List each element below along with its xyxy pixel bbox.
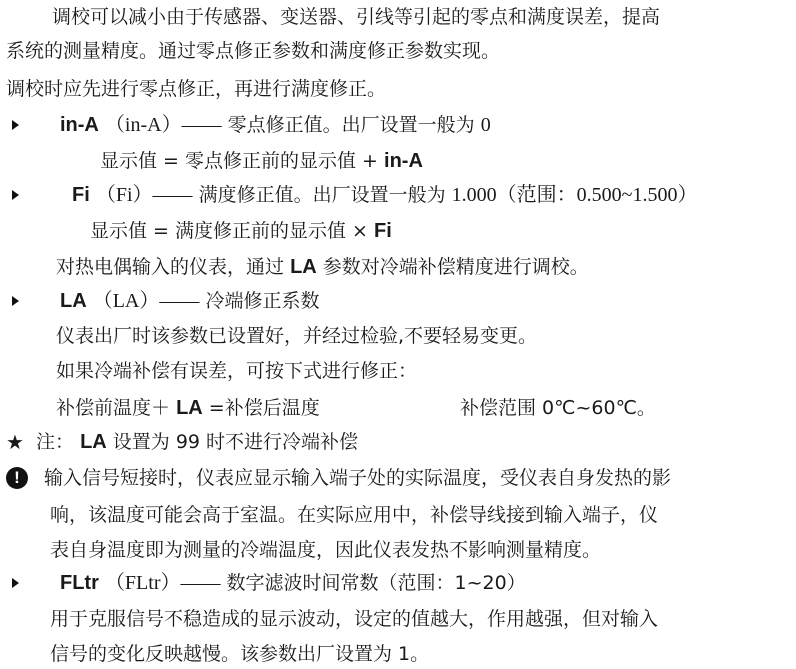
la-note-1: 仪表出厂时该参数已设置好，并经过检验,不要轻易变更。	[56, 325, 538, 347]
formula-text: 显示值 = 满度修正前的显示值 ×	[90, 220, 368, 242]
star-note-post: 设置为 99 时不进行冷端补偿	[112, 431, 359, 453]
param-default: 0	[480, 114, 491, 136]
param-code: in-A	[60, 114, 99, 136]
warning-line-3: 表自身温度即为测量的冷端温度，因此仪表发热不影响测量精度。	[50, 539, 602, 561]
param-desc: 冷端修正系数	[205, 290, 320, 312]
param-code: FLtr	[60, 572, 99, 594]
star-note	[36, 429, 358, 455]
formula-post: =补偿后温度	[208, 397, 320, 419]
formula-param: Fi	[374, 220, 392, 242]
param-fltr-heading	[60, 570, 526, 596]
warning-line-1: 输入信号短接时，仪表应显示输入端子处的实际温度，受仪表自身发热的影	[44, 467, 672, 489]
bullet-icon	[10, 112, 20, 138]
warning-line-2: 响，该温度可能会高于室温。在实际应用中，补偿导线接到输入端子，仪	[50, 504, 659, 526]
param-paren: （Fi）——	[95, 184, 193, 206]
formula-param: in-A	[384, 150, 423, 172]
thermo-post: 参数对冷端补偿精度进行调校。	[322, 256, 589, 278]
fltr-line-1: 用于克服信号不稳造成的显示波动，设定的值越大，作用越强，但对输入	[50, 608, 659, 630]
bullet-icon	[10, 182, 20, 208]
param-la-heading	[60, 288, 319, 314]
la-range: 补偿范围 0℃~60℃。	[460, 397, 656, 419]
param-desc: 数字滤波时间常数（范围：1~20）	[226, 572, 526, 594]
star-icon: ★	[6, 430, 24, 454]
la-formula	[56, 395, 320, 421]
param-paren: （in-A）——	[104, 114, 222, 136]
intro-line-2: 系统的测量精度。通过零点修正参数和满度修正参数实现。	[6, 40, 501, 62]
formula-param: LA	[176, 397, 203, 419]
intro-line-1: 调校可以减小由于传感器、变送器、引线等引起的零点和满度误差，提高	[52, 6, 661, 28]
star-note-param: LA	[80, 431, 107, 453]
thermocouple-note	[56, 254, 589, 280]
param-code: LA	[60, 290, 87, 312]
thermo-param: LA	[290, 256, 317, 278]
bullet-icon	[10, 288, 20, 314]
star-note-pre: 注：	[36, 431, 75, 453]
param-paren: （FLtr）——	[104, 572, 221, 594]
param-ina-heading	[60, 112, 491, 138]
la-note-2: 如果冷端补偿有误差，可按下式进行修正：	[56, 360, 418, 382]
bullet-icon	[10, 570, 20, 596]
fltr-line-2: 信号的变化反映越慢。该参数出厂设置为 1。	[50, 643, 430, 665]
param-code: Fi	[72, 184, 90, 206]
param-default-range: 1.000（范围：0.500~1.500）	[451, 184, 698, 206]
formula-text: 显示值 = 零点修正前的显示值 +	[100, 150, 378, 172]
warning-icon: !	[6, 467, 28, 489]
param-desc: 满度修正值。出厂设置一般为	[198, 184, 446, 206]
param-fi-heading	[72, 182, 697, 208]
ina-formula	[100, 148, 423, 174]
param-desc: 零点修正值。出厂设置一般为	[227, 114, 475, 136]
formula-pre: 补偿前温度＋	[56, 397, 171, 419]
fi-formula	[90, 218, 392, 244]
thermo-pre: 对热电偶输入的仪表，通过	[56, 256, 285, 278]
param-paren: （LA）——	[92, 290, 200, 312]
order-note: 调校时应先进行零点修正，再进行满度修正。	[6, 78, 387, 100]
